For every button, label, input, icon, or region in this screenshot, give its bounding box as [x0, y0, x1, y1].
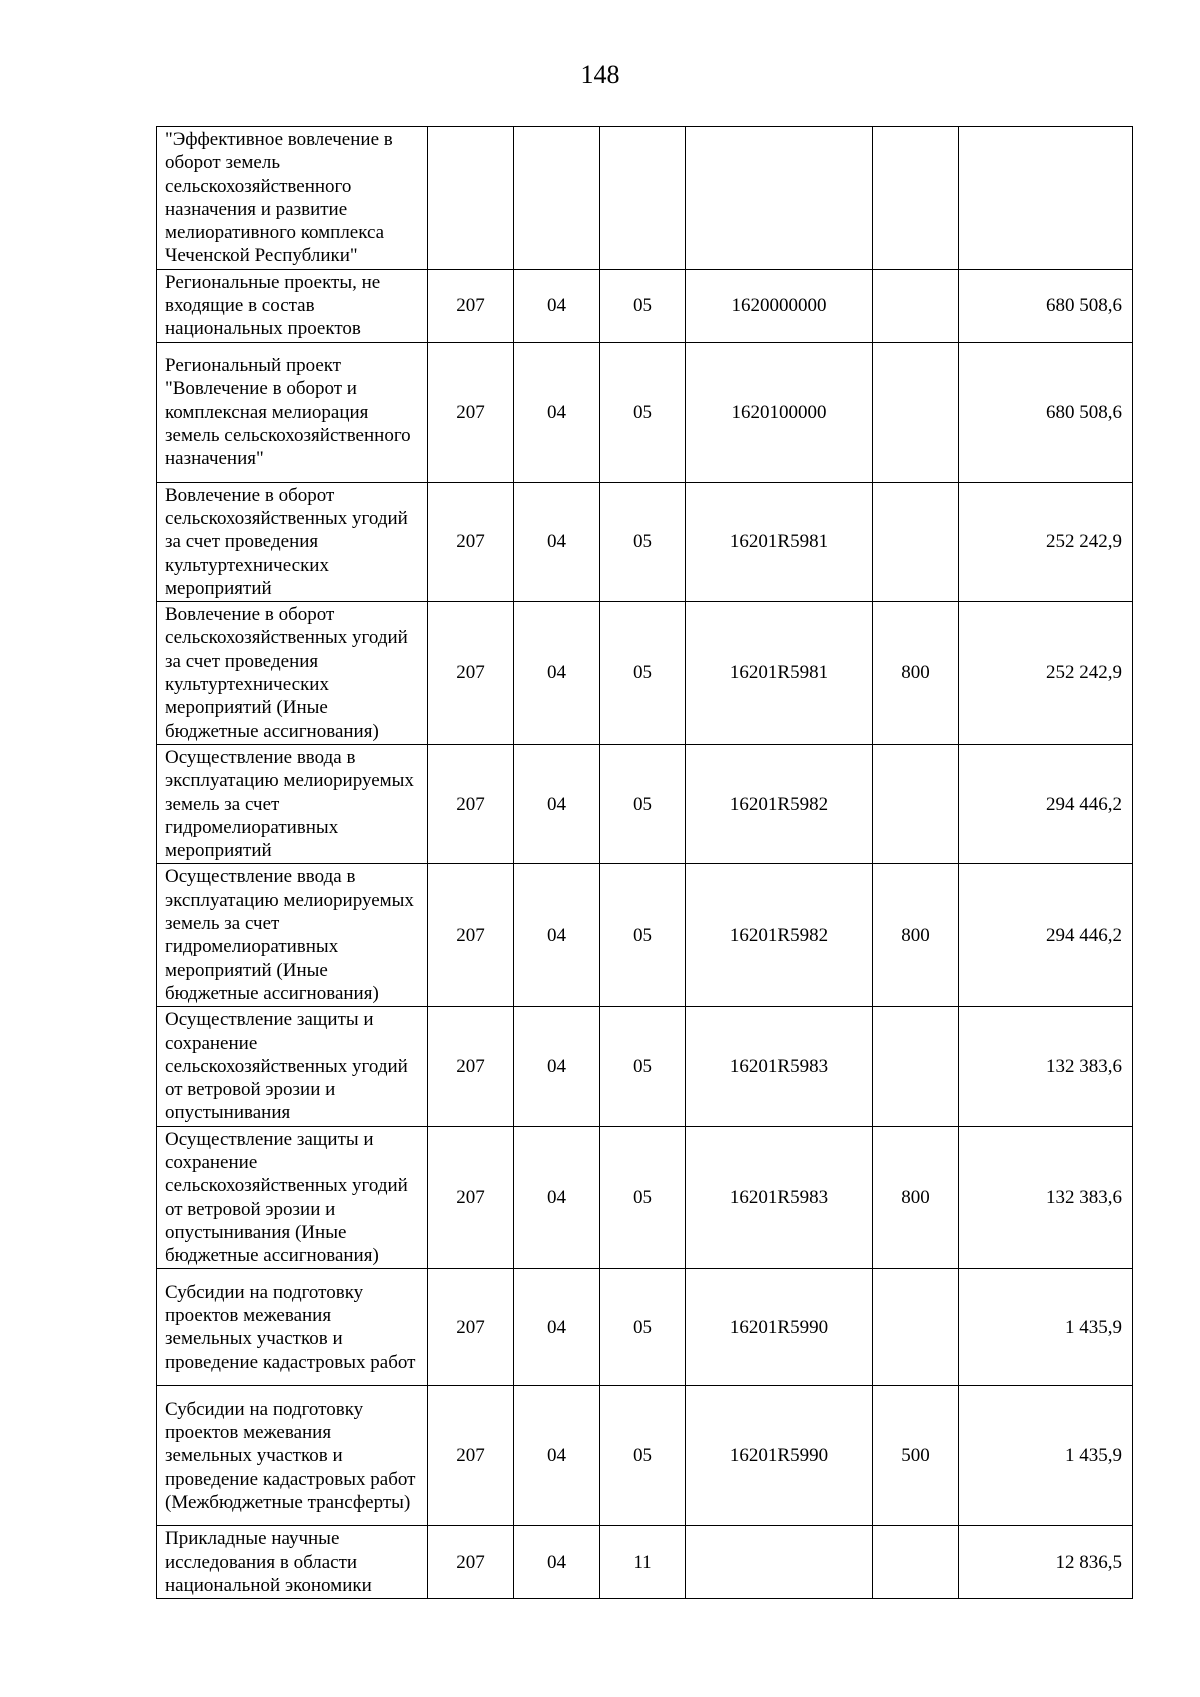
expense-type-code: [873, 1269, 959, 1386]
expense-type-code: [873, 1007, 959, 1126]
amount: 12 836,5: [959, 1526, 1133, 1599]
ved-code: [428, 127, 514, 270]
table-row: [157, 127, 1133, 270]
ved-code: 207: [428, 602, 514, 745]
section-code: [514, 127, 600, 270]
expense-type-code: [873, 342, 959, 482]
section-code: 04: [514, 602, 600, 745]
row-name: Региональные проекты, не входящие в состав национальных проектов: [157, 269, 428, 342]
target-item-code: [686, 1526, 873, 1599]
subsection-code: 05: [600, 864, 686, 1007]
amount: 294 446,2: [959, 864, 1133, 1007]
expense-type-code: 800: [873, 602, 959, 745]
row-name: Осуществление защиты и сохранение сельскохозяйственных угодий от ветровой эрозии и опустынивания: [157, 1007, 428, 1126]
ved-code: 207: [428, 342, 514, 482]
amount: 132 383,6: [959, 1007, 1133, 1126]
amount: 680 508,6: [959, 342, 1133, 482]
table-row: [157, 342, 1133, 482]
target-item-code: 16201R5990: [686, 1269, 873, 1386]
section-code: 04: [514, 744, 600, 863]
table-row: [157, 744, 1133, 863]
budget-table: [156, 126, 1133, 1599]
ved-code: 207: [428, 1007, 514, 1126]
table-row: [157, 1126, 1133, 1269]
amount: 1 435,9: [959, 1269, 1133, 1386]
row-name: Региональный проект "Вовлечение в оборот и комплексная мелиорация земель сельскохозяйственного назначения": [157, 342, 428, 482]
section-code: 04: [514, 269, 600, 342]
section-code: 04: [514, 1269, 600, 1386]
expense-type-code: [873, 744, 959, 863]
table-row: [157, 482, 1133, 601]
target-item-code: 1620100000: [686, 342, 873, 482]
expense-type-code: [873, 269, 959, 342]
row-name: Вовлечение в оборот сельскохозяйственных угодий за счет проведения культуртехнических мероприятий (Иные бюджетные ассигнования): [157, 602, 428, 745]
target-item-code: 16201R5982: [686, 864, 873, 1007]
row-name: Субсидии на подготовку проектов межевания земельных участков и проведение кадастровых работ: [157, 1269, 428, 1386]
subsection-code: [600, 127, 686, 270]
target-item-code: 16201R5983: [686, 1007, 873, 1126]
section-code: 04: [514, 1007, 600, 1126]
row-name: Прикладные научные исследования в области национальной экономики: [157, 1526, 428, 1599]
subsection-code: 05: [600, 1386, 686, 1526]
target-item-code: 16201R5990: [686, 1386, 873, 1526]
expense-type-code: [873, 1526, 959, 1599]
row-name: Осуществление ввода в эксплуатацию мелиорируемых земель за счет гидромелиоративных мероприятий: [157, 744, 428, 863]
amount: 252 242,9: [959, 602, 1133, 745]
target-item-code: 1620000000: [686, 269, 873, 342]
table-row: [157, 1386, 1133, 1526]
amount: 252 242,9: [959, 482, 1133, 601]
table-row: [157, 1269, 1133, 1386]
table-row: [157, 602, 1133, 745]
target-item-code: 16201R5981: [686, 482, 873, 601]
subsection-code: 05: [600, 1007, 686, 1126]
table-row: [157, 864, 1133, 1007]
target-item-code: 16201R5981: [686, 602, 873, 745]
expense-type-code: [873, 482, 959, 601]
amount: 132 383,6: [959, 1126, 1133, 1269]
amount: 294 446,2: [959, 744, 1133, 863]
ved-code: 207: [428, 1126, 514, 1269]
section-code: 04: [514, 1386, 600, 1526]
subsection-code: 11: [600, 1526, 686, 1599]
section-code: 04: [514, 1526, 600, 1599]
amount: [959, 127, 1133, 270]
amount: 1 435,9: [959, 1386, 1133, 1526]
table-row: [157, 1526, 1133, 1599]
ved-code: 207: [428, 482, 514, 601]
ved-code: 207: [428, 744, 514, 863]
subsection-code: 05: [600, 602, 686, 745]
ved-code: 207: [428, 269, 514, 342]
row-name: Осуществление ввода в эксплуатацию мелиорируемых земель за счет гидромелиоративных мероприятий (Иные бюджетные ассигнования): [157, 864, 428, 1007]
table-row: [157, 1007, 1133, 1126]
expense-type-code: 800: [873, 1126, 959, 1269]
target-item-code: [686, 127, 873, 270]
subsection-code: 05: [600, 269, 686, 342]
subsection-code: 05: [600, 1269, 686, 1386]
subsection-code: 05: [600, 342, 686, 482]
subsection-code: 05: [600, 744, 686, 863]
section-code: 04: [514, 864, 600, 1007]
subsection-code: 05: [600, 1126, 686, 1269]
amount: 680 508,6: [959, 269, 1133, 342]
section-code: 04: [514, 342, 600, 482]
page-number: 148: [580, 60, 620, 89]
ved-code: 207: [428, 1386, 514, 1526]
ved-code: 207: [428, 1526, 514, 1599]
section-code: 04: [514, 482, 600, 601]
expense-type-code: [873, 127, 959, 270]
target-item-code: 16201R5983: [686, 1126, 873, 1269]
row-name: Осуществление защиты и сохранение сельскохозяйственных угодий от ветровой эрозии и опустынивания (Иные бюджетные ассигнования): [157, 1126, 428, 1269]
row-name: Вовлечение в оборот сельскохозяйственных угодий за счет проведения культуртехнических мероприятий: [157, 482, 428, 601]
expense-type-code: 500: [873, 1386, 959, 1526]
target-item-code: 16201R5982: [686, 744, 873, 863]
subsection-code: 05: [600, 482, 686, 601]
ved-code: 207: [428, 1269, 514, 1386]
row-name: "Эффективное вовлечение в оборот земель сельскохозяйственного назначения и развитие мелиоративного комплекса Чеченской Республики": [157, 127, 428, 270]
ved-code: 207: [428, 864, 514, 1007]
expense-type-code: 800: [873, 864, 959, 1007]
section-code: 04: [514, 1126, 600, 1269]
row-name: Субсидии на подготовку проектов межевания земельных участков и проведение кадастровых работ (Межбюджетные трансферты): [157, 1386, 428, 1526]
table-row: [157, 269, 1133, 342]
